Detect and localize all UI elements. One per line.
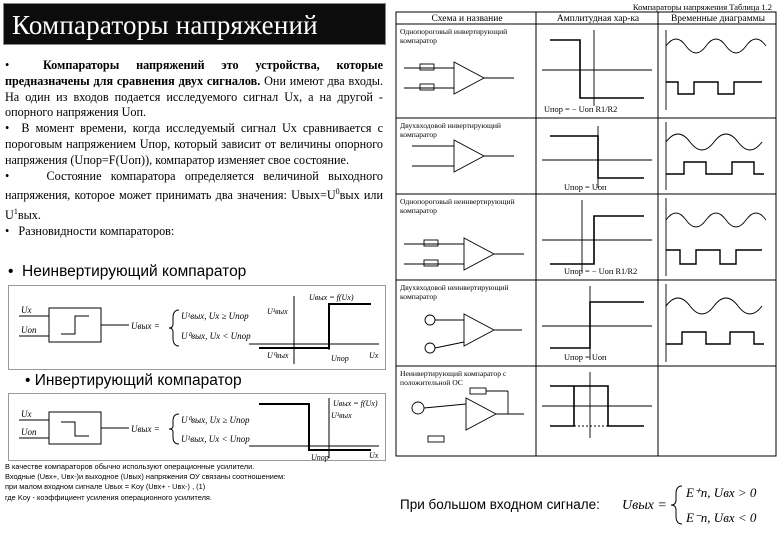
bullet-4-text: Разновидности компараторов:	[18, 224, 175, 239]
big-signal-note: При большом входном сигнале:	[400, 497, 600, 512]
footnote	[5, 462, 390, 503]
nonin-u1-label: U¹вых	[267, 307, 288, 316]
row-4-name: Двухвходовой неинвертирующий компаратор	[400, 283, 509, 301]
section-noninverting: • Неинвертирующий компаратор	[8, 263, 247, 280]
bullet-4: • Разновидности компараторов:	[5, 224, 175, 239]
row-5-name: Неинвертирующий компаратор с положительной ОС	[400, 369, 507, 387]
row-2-name: Двухвходовой инвертирующий компаратор	[400, 121, 501, 139]
title-banner	[3, 3, 386, 45]
nonin-uvyh-label: Uвых =	[131, 321, 160, 331]
formula-block	[620, 478, 775, 533]
bullet-3-sup0: 0	[335, 187, 340, 197]
nonin-ux-axis: Ux	[369, 351, 379, 360]
inverting-diagram	[8, 393, 386, 461]
nonin-u0-label: U⁰вых	[267, 351, 289, 360]
comparator-table	[394, 2, 778, 458]
bullet-1-rest: Они имеют два входы. На один из входов подается исследуемого сигнал Ux, а на другой - опорного напряжения Uоп.	[5, 73, 384, 120]
inv-ux-axis: Ux	[369, 451, 379, 460]
col-head-timing: Временные диаграммы	[670, 14, 766, 24]
nonin-upor-label: Uпор	[331, 354, 349, 363]
bullet-3-sup1: 1	[13, 207, 18, 217]
inverting-diagram-svg	[9, 394, 387, 462]
col-head-scheme: Схема и название	[431, 14, 503, 24]
bullet-1-bold: Компараторы напряжений это устройства, которые предназначены для сравнения двух сигналов.	[5, 58, 383, 88]
section-inverting: • Инвертирующий компаратор	[25, 372, 242, 389]
inv-u1-label: U¹вых	[331, 411, 352, 420]
row-2-note: Uпор = Uоп	[564, 183, 607, 192]
inv-f-label: Uвых = f(Ux)	[333, 399, 378, 408]
bullet-3-end: вых.	[17, 208, 41, 223]
nonin-f-label: Uвых = f(Ux)	[309, 293, 354, 302]
bullet-list	[5, 58, 383, 240]
formula-row-2: E⁻п, Uвх < 0	[686, 510, 757, 525]
bullet-2-text: В момент времени, когда исследуемый сигнал Ux сравнивается с пороговым напряжением Uпор, который зависит от величины опорного напряжения (Uпор=F(Uоп)), компаратор изменяет свое состояние.	[5, 121, 383, 167]
bullet-2: • В момент времени, когда исследуемый сигнал Ux сравнивается с пороговым напряжением Uпор, который зависит от величины опорного напряжения (Uпор=F(Uоп)), компаратор изменяет свое состояние.	[5, 121, 383, 167]
bullet-3-mid: вых или U	[5, 188, 384, 223]
nonin-eq-1: U¹вых, Ux ≥ Uпор	[181, 311, 249, 321]
section-noninverting-label: Неинвертирующий компаратор	[22, 263, 247, 280]
footnote-line-2: Входные (Uвх+, Uвх-)и выходное (Uвых) напряжения ОУ связаны соотношением:	[5, 472, 286, 482]
formula-svg	[620, 478, 775, 533]
table-grid-svg	[394, 2, 778, 458]
bullet-1: • Компараторы напряжений это устройства, которые предназначены для сравнения двух сигналов. Они имеют два входы. На один из входов подается исследуемого сигнал Ux, а на другой - опорного напряжения Uоп.	[5, 58, 384, 120]
footnote-line-1: В качестве компараторов обычно используют операционные усилители.	[5, 462, 255, 471]
slide-title: Компараторы напряжений	[12, 10, 318, 40]
footnote-line-4: где Kоу - коэффициент усиления операционного усилителя.	[5, 492, 212, 502]
row-3-name: Однопороговый неинвертирующий компаратор	[400, 197, 515, 215]
formula-row-1: E⁺п, Uвх > 0	[686, 485, 757, 500]
row-1-note: Uпор = − Uоп R1/R2	[544, 105, 618, 114]
row-4-note: Uпор = Uоп	[564, 353, 607, 362]
inv-eq-2: U¹вых, Ux < Uпор	[181, 434, 250, 444]
col-head-amplitude: Амплитудная хар-ка	[556, 14, 640, 24]
nonin-uop-label: Uоп	[21, 325, 37, 335]
nonin-eq-2: U⁰вых, Ux < Uпор	[181, 331, 251, 341]
formula-brace	[671, 486, 682, 524]
formula-lhs: Uвых =	[622, 498, 667, 513]
inv-ux-label: Ux	[21, 409, 32, 419]
bullet-3-prefix: Состояние компаратора определяется величиной выходного напряжения, которое может принимать два значения: Uвых=U	[5, 168, 383, 203]
footnote-line-3: при малом входном сигнале Uвых = Kоу (Uвх+ - Uвх-) , (1)	[5, 482, 206, 492]
inv-eq-1: U⁰вых, Ux ≥ Uпор	[181, 415, 250, 425]
nonin-ux-label: Ux	[21, 305, 32, 315]
noninverting-diagram-svg	[9, 286, 387, 371]
row-3-note: Uпор = − Uоп R1/R2	[564, 267, 638, 276]
inv-upor-label: Uпор	[311, 453, 329, 462]
bullet-3: • Состояние компаратора определяется величиной выходного напряжения, которое может принимать два значения: $Uвых=U^0вых$ или $U^1вых$.	[5, 168, 384, 223]
inv-uop-label: Uоп	[21, 427, 37, 437]
inv-uvyh-label: Uвых =	[131, 424, 160, 434]
noninverting-diagram	[8, 285, 386, 370]
table-caption: Компараторы напряжения Таблица 1.2	[632, 2, 772, 12]
row-1-name: Однопороговый инвертирующий компаратор	[400, 27, 508, 45]
